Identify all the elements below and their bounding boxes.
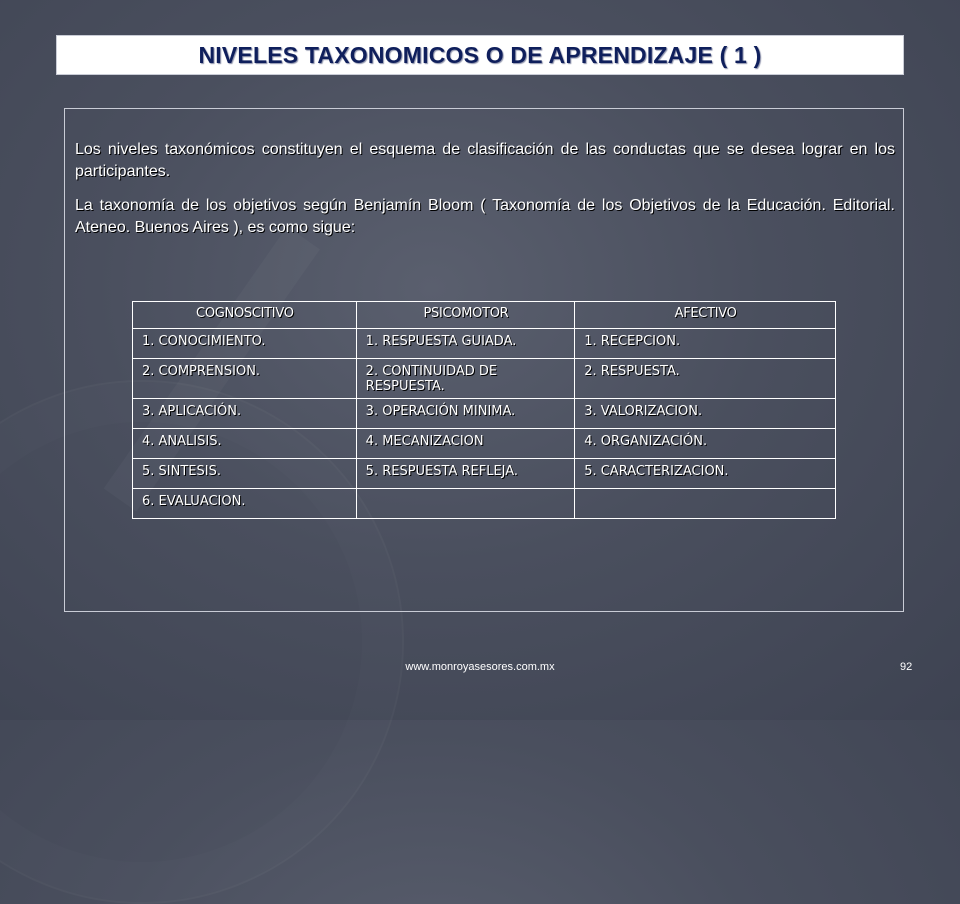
header-cognoscitivo: COGNOSCITIVO (133, 302, 357, 329)
table-cell: 2. CONTINUIDAD DE RESPUESTA. (356, 359, 575, 399)
taxonomy-table (132, 301, 836, 519)
table-cell: 3. APLICACIÓN. (133, 399, 357, 429)
table-cell: 1. RECEPCION. (575, 329, 836, 359)
table-header-row (133, 302, 836, 329)
table-cell: 6. EVALUACION. (133, 489, 357, 519)
table-row (133, 489, 836, 519)
table-cell: 1. RESPUESTA GUIADA. (356, 329, 575, 359)
table-row (133, 399, 836, 429)
header-afectivo: AFECTIVO (575, 302, 836, 329)
intro-paragraph: Los niveles taxonómicos constituyen el esquema de clasificación de las conductas que se desea lograr en los participantes. (75, 141, 895, 180)
table-cell: 5. SINTESIS. (133, 459, 357, 489)
table-cell: 4. MECANIZACION (356, 429, 575, 459)
table-cell: 3. OPERACIÓN MINIMA. (356, 399, 575, 429)
table-cell: 5. RESPUESTA REFLEJA. (356, 459, 575, 489)
title-box (56, 35, 904, 75)
table-cell: 4. ORGANIZACIÓN. (575, 429, 836, 459)
table-cell: 5. CARACTERIZACION. (575, 459, 836, 489)
footer-website: www.monroyasesores.com.mx (405, 661, 555, 673)
table-cell (575, 489, 836, 519)
page-number: 92 (900, 661, 913, 673)
table-cell: 2. COMPRENSION. (133, 359, 357, 399)
table-row (133, 329, 836, 359)
header-psicomotor: PSICOMOTOR (356, 302, 575, 329)
table-cell (356, 489, 575, 519)
table-row (133, 359, 836, 399)
table-cell: 1. CONOCIMIENTO. (133, 329, 357, 359)
table-row (133, 459, 836, 489)
table-row (133, 429, 836, 459)
table-cell: 3. VALORIZACION. (575, 399, 836, 429)
bloom-paragraph: La taxonomía de los objetivos según Benjamín Bloom ( Taxonomía de los Objetivos de la Educación. Editorial. Ateneo. Buenos Aires ), es como sigue: (75, 197, 895, 236)
slide-title: NIVELES TAXONOMICOS O DE APRENDIZAJE ( 1 ) (198, 41, 762, 68)
content-box (64, 108, 904, 612)
table-cell: 2. RESPUESTA. (575, 359, 836, 399)
table-cell: 4. ANALISIS. (133, 429, 357, 459)
